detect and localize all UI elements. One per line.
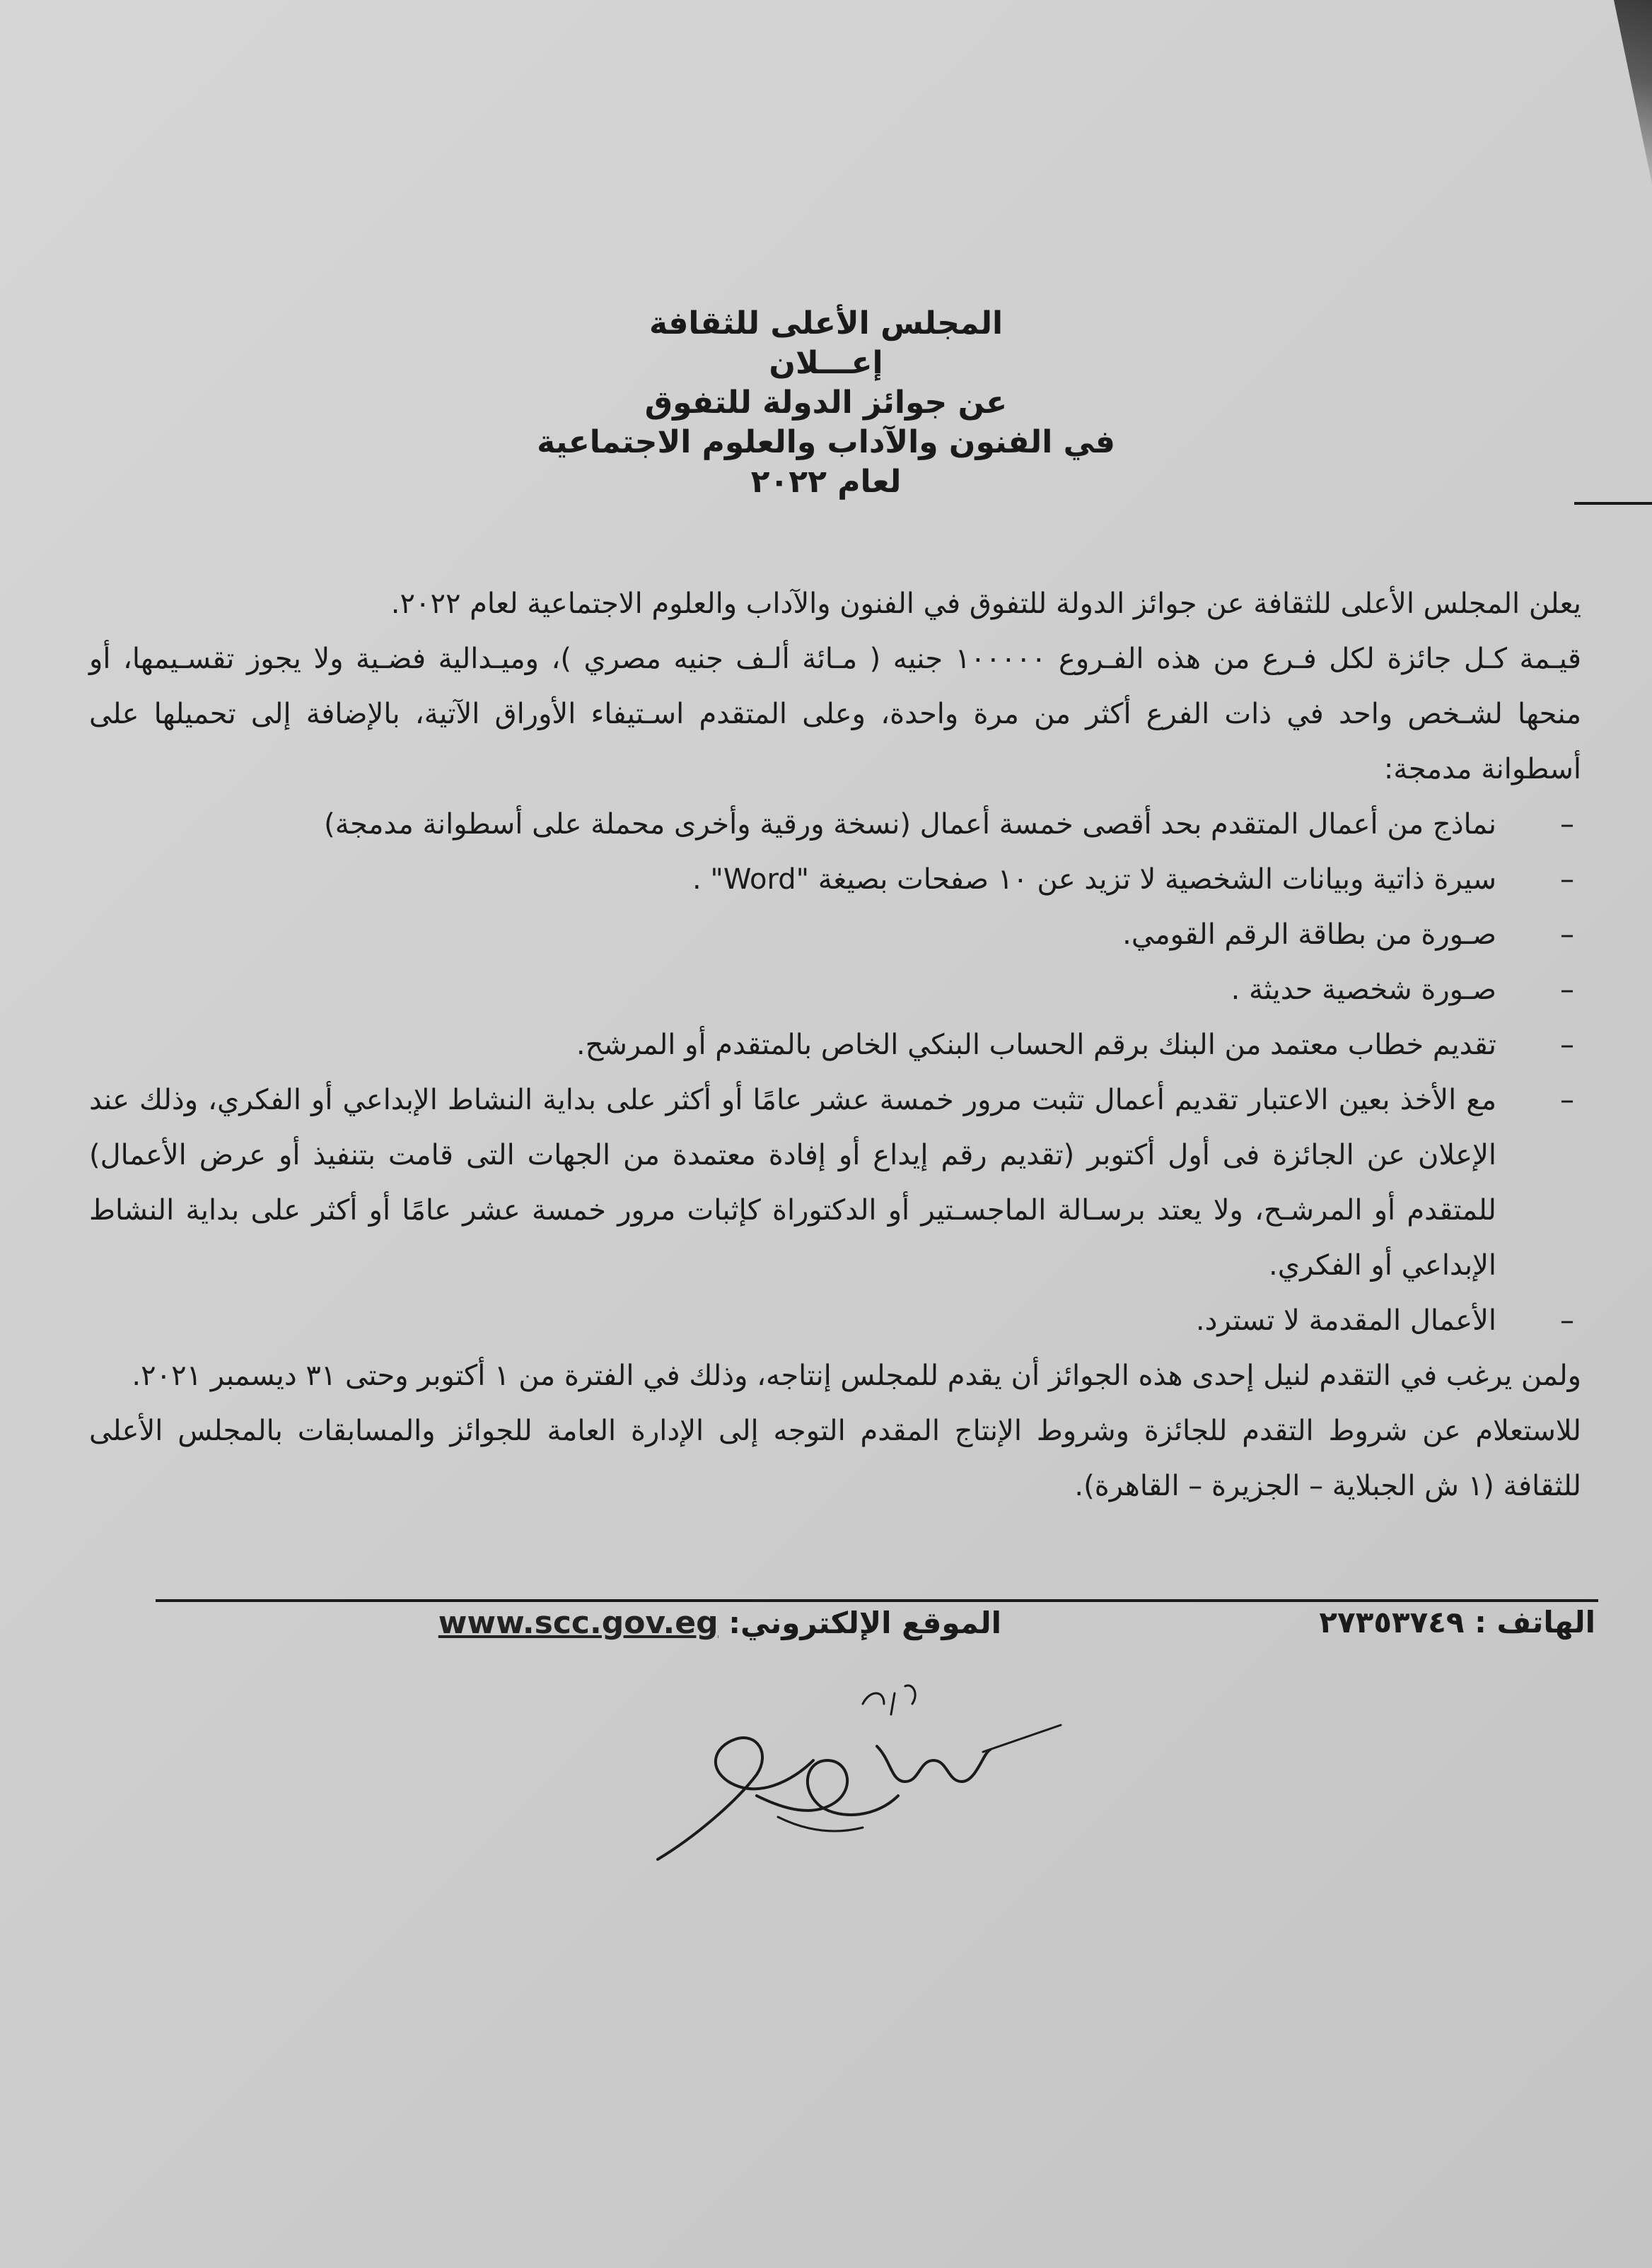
website-block [438, 1605, 1001, 1641]
announcement-fields: في الفنون والآداب والعلوم الاجتماعية [537, 424, 1115, 460]
announcement-year: لعام ٢٠٢٢ [750, 464, 902, 500]
bullet-dash: – [1560, 1029, 1574, 1061]
bullet-dash: – [1560, 863, 1574, 896]
bullet-dash: – [1560, 1304, 1574, 1337]
intro-paragraph: يعلن المجلس الأعلى للثقافة عن جوائز الدولة للتفوق في الفنون والآداب والعلوم الاجتماعية لعام ٢٠٢٢. [390, 588, 1581, 620]
announcement-subject: عن جوائز الدولة للتفوق [644, 385, 1008, 421]
list-item: – مع الأخذ بعين الاعتبار تقديم أعمال تثبت مرور خمسة عشر عامًا أو أكثر على بداية النشاط الإبداعي أو الفكري، وذلك عند الإعلان عن الجائزة فى أول أكتوبر (تقديم رقم إيداع أو إفادة معتمدة من الجهات التى قامت بتنفيذ أو عرض الأعمال) للمتقدم أو المرشـح، ولا يعتد برسـالة الماجسـتير أو الدكتوراة كإثبات مرور خمسة عشر عامًا أو أكثر على بداية النشاط الإبداعي أو الفكري. [89, 1072, 1581, 1293]
issuer-name: المجلس الأعلى للثقافة [648, 305, 1004, 341]
bullet-dash: – [1560, 1084, 1574, 1116]
document-header [0, 304, 1652, 505]
header-divider [1574, 502, 1652, 505]
list-item: – نماذج من أعمال المتقدم بحد أقصى خمسة أعمال (نسخة ورقية وأخرى محملة على أسطوانة مدمجة) [89, 797, 1581, 852]
inquiry-paragraph: للاستعلام عن شروط التقدم للجائزة وشروط الإنتاج المقدم التوجه إلى الإدارة العامة للجوائز والمسابقات بالمجلس الأعلى للثقافة (١ ش الجبلاية – الجزيرة – القاهرة). [89, 1415, 1581, 1502]
bullet-dash: – [1560, 974, 1574, 1006]
document-body [89, 576, 1581, 1514]
prize-value-paragraph: قيـمة كـل جائزة لكل فـرع من هذه الفـروع ١٠٠٠٠٠ جنيه ( مـائة ألـف جنيه مصري )، وميـدالية فضـية ولا يجوز تقسـيمها، أو منحها لشـخص واحد في ذات الفرع أكثر من مرة واحدة، وعلى المتقدم اسـتيفاء الأوراق الآتية، بالإضافة إلى تحميلها على أسطوانة مدمجة: [89, 643, 1581, 785]
list-item: – سيرة ذاتية وبيانات الشخصية لا تزيد عن ١٠ صفحات بصيغة "Word" . [89, 852, 1581, 907]
handwritten-signature-icon [651, 1676, 1089, 1888]
bullet-dash: – [1560, 808, 1574, 841]
phone-number: ٢٧٣٥٣٧٤٩ [1319, 1605, 1465, 1639]
website-link[interactable]: www.scc.gov.eg [438, 1605, 719, 1641]
requirements-list [89, 797, 1581, 1348]
list-item: – الأعمال المقدمة لا تسترد. [89, 1293, 1581, 1348]
bullet-dash: – [1560, 918, 1574, 951]
contact-bar [54, 1605, 1595, 1647]
phone-block [1319, 1605, 1595, 1639]
application-period-paragraph: ولمن يرغب في التقدم لنيل إحدى هذه الجوائز أن يقدم للمجلس إنتاجه، وذلك في الفترة من ١ أكتوبر وحتى ٣١ ديسمبر ٢٠٢١. [132, 1360, 1581, 1392]
website-label: الموقع الإلكتروني: [728, 1606, 1001, 1640]
list-item: – صـورة من بطاقة الرقم القومي. [89, 907, 1581, 962]
announcement-label: إعـــلان [769, 345, 883, 381]
list-item: – صـورة شخصية حديثة . [89, 962, 1581, 1017]
footer-divider [156, 1599, 1598, 1602]
list-item: – تقديم خطاب معتمد من البنك برقم الحساب البنكي الخاص بالمتقدم أو المرشح. [89, 1017, 1581, 1072]
phone-label: الهاتف : [1474, 1605, 1595, 1639]
page-corner-shadow [1588, 0, 1652, 184]
